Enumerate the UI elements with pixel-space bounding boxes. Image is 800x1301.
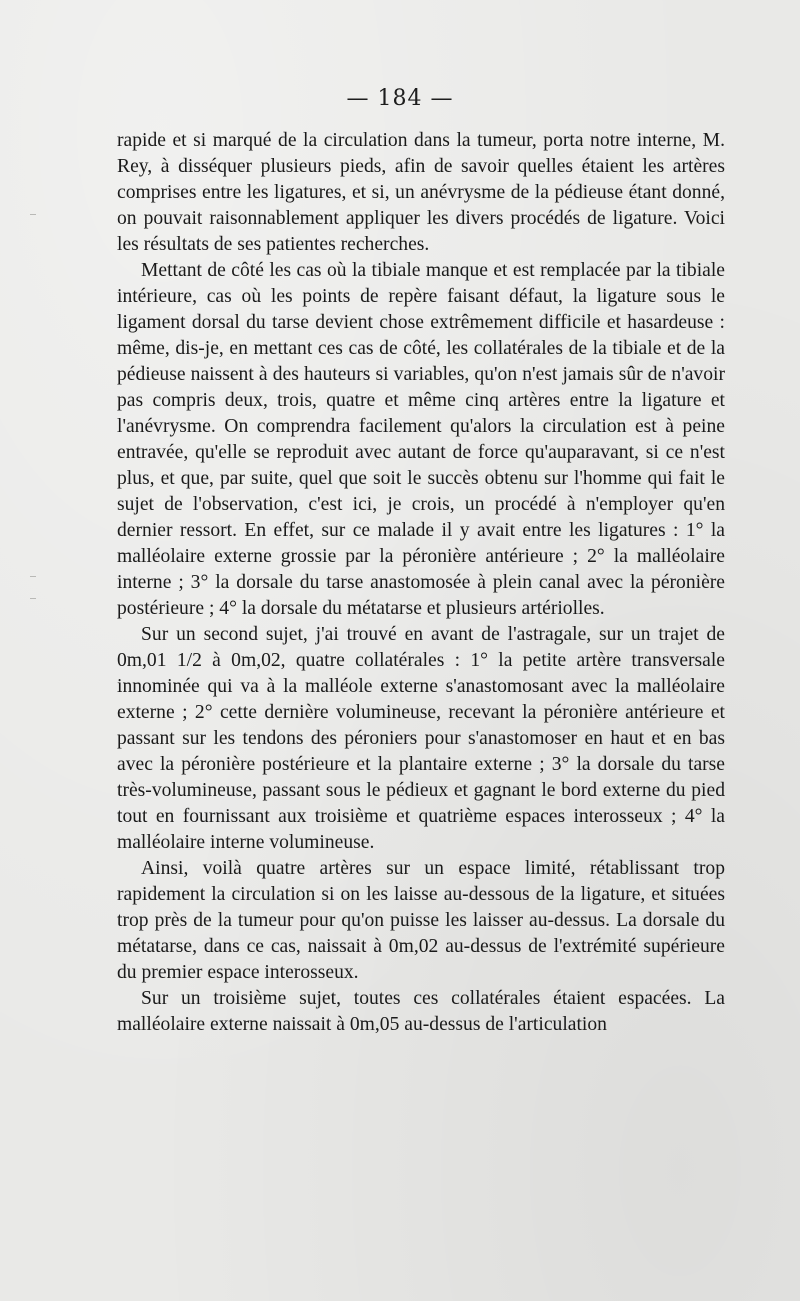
paragraph-2: Mettant de côté les cas où la tibiale manque et est remplacée par la tibiale intérieure, cas où les points de repère faisant défaut, la ligature sous le ligament dorsal du tarse devient chose extrêmement difficile et hasardeuse : même, dis-je, en mettant ces cas de côté, les collatérales de la tibiale et de la pédieuse naissent à des hauteurs si variables, qu'on n'est jamais sûr de n'avoir pas compris deux, trois, quatre et même cinq artères entre la ligature et l'anévrysme. On comprendra facilement qu'alors la circulation est à peine entravée, qu'elle se reproduit avec autant de force qu'auparavant, si ce n'est plus, et que, par suite, quel que soit le succès obtenu sur l'homme qui fait le sujet de l'observation, c'est ici, je crois, un procédé à n'employer qu'en dernier ressort. En effet, sur ce malade il y avait entre les ligatures : 1° la malléolaire externe grossie par la péronière antérieure ; 2° la malléolaire interne ; 3° la dorsale du tarse anastomosée à plein canal avec la péronière postérieure ; 4° la dorsale du métatarse et plusieurs artériolles. <box>117 260 725 619</box>
body-text <box>117 128 725 1038</box>
page-number: — 184 — <box>346 86 454 111</box>
paragraph-5: Sur un troisième sujet, toutes ces collatérales étaient espacées. La malléolaire externe naissait à 0m,05 au-dessus de l'articulation <box>117 988 725 1035</box>
paragraph-1: rapide et si marqué de la circulation dans la tumeur, porta notre interne, M. Rey, à disséquer plusieurs pieds, afin de savoir quelles étaient les artères comprises entre les ligatures, et si, un anévrysme de la pédieuse étant donné, on pouvait raisonnablement appliquer les divers procédés de ligature. Voici les résultats de ses patientes recherches. <box>117 130 725 255</box>
margin-speck <box>30 214 36 215</box>
margin-speck <box>30 576 36 577</box>
margin-speck <box>30 598 36 599</box>
paragraph-3: Sur un second sujet, j'ai trouvé en avant de l'astragale, sur un trajet de 0m,01 1/2 à 0m,02, quatre collatérales : 1° la petite artère transversale innominée qui va à la malléole externe s'anastomosant avec la malléolaire externe ; 2° cette dernière volumineuse, recevant la péronière antérieure et passant sur les tendons des péroniers pour s'anastomoser en haut et en bas avec la péronière postérieure et la plantaire externe ; 3° la dorsale du tarse très-volumineuse, passant sous le pédieux et gagnant le bord externe du pied tout en fournissant aux troisième et quatrième espaces interosseux ; 4° la malléolaire interne volumineuse. <box>117 624 725 853</box>
paragraph-4: Ainsi, voilà quatre artères sur un espace limité, rétablissant trop rapidement la circulation si on les laisse au-dessous de la ligature, et situées trop près de la tumeur pour qu'on puisse les laisser au-dessus. La dorsale du métatarse, dans ce cas, naissait à 0m,02 au-dessus de l'extrémité supérieure du premier espace interosseux. <box>117 858 725 983</box>
